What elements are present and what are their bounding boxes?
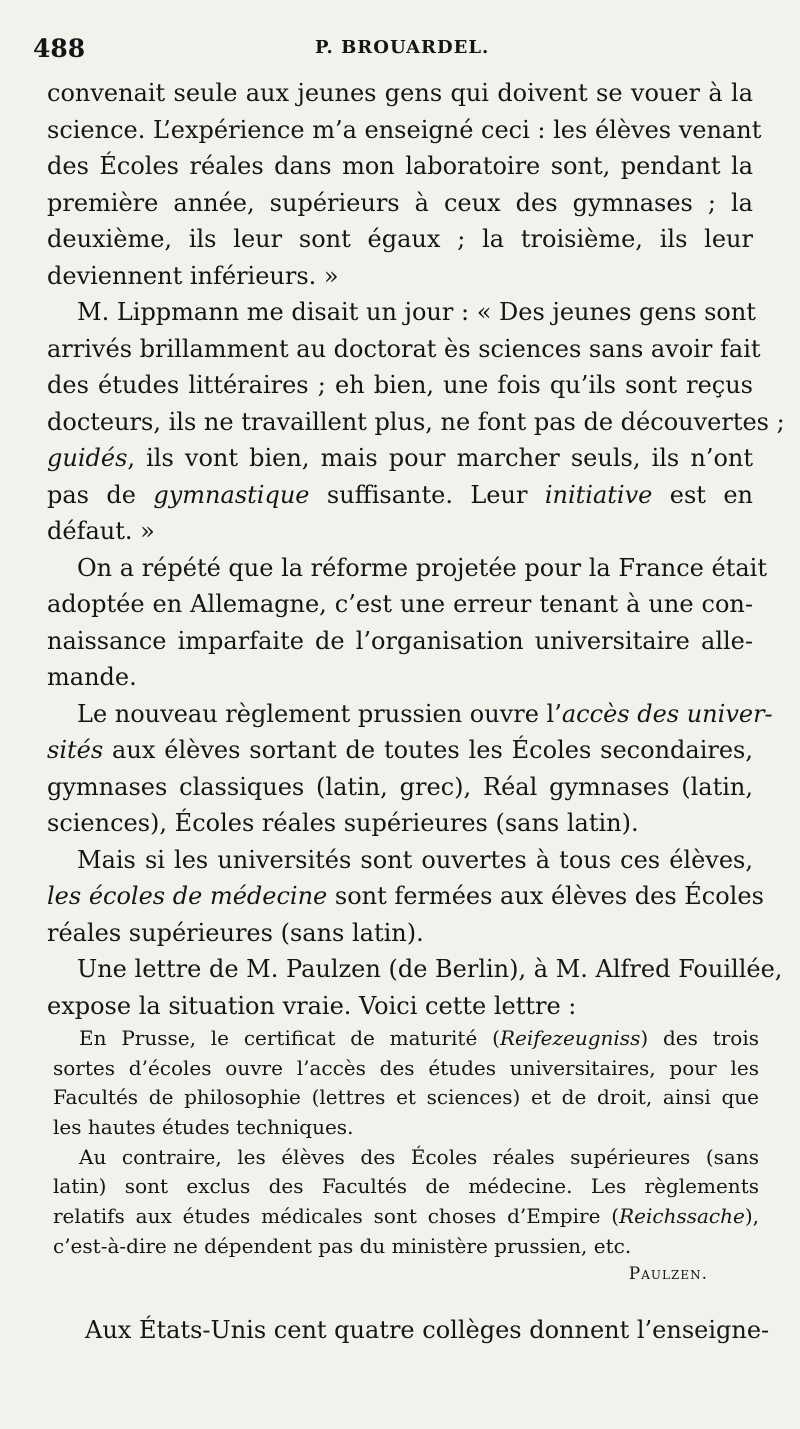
text-line: pas de gymnastique suffisante. Leur initiative est en xyxy=(47,480,754,509)
text-line: sités aux élèves sortant de toutes les Écoles secondaires, xyxy=(47,736,753,764)
text-line: des Écoles réales dans mon laboratoire sont, pendant la xyxy=(47,152,753,180)
text-line: science. L’expérience m’a enseigné ceci : les élèves venant xyxy=(47,115,762,144)
italic-text: Reifezeugniss xyxy=(499,1026,641,1050)
text-line: guidés, ils vont bien, mais pour marcher seuls, ils n’ont xyxy=(47,444,753,472)
quote-line: relatifs aux études médicales sont choses d’Empire (Reichssache), xyxy=(53,1204,759,1229)
paragraph-start: On a répété que la réforme projetée pour la France était xyxy=(77,553,767,582)
text-line: adoptée en Allemagne, c’est une erreur tenant à une con- xyxy=(47,590,753,618)
italic-text: Reichssache xyxy=(619,1204,745,1229)
text-line: naissance imparfaite de l’organisation universitaire alle- xyxy=(47,626,753,655)
text-line: mande. xyxy=(47,663,137,691)
text-line: gymnases classiques (latin, grec), Réal gymnases (latin, xyxy=(47,772,753,801)
text-line: sciences), Écoles réales supérieures (sans latin). xyxy=(47,809,639,837)
paragraph-start: Le nouveau règlement prussien ouvre l’accès des univer- xyxy=(77,699,773,728)
italic-text: sités xyxy=(47,736,104,764)
text-line: première année, supérieurs à ceux des gymnases ; la xyxy=(47,188,753,217)
text-line: deuxième, ils leur sont égaux ; la troisième, ils leur xyxy=(47,225,753,253)
quote-line: En Prusse, le certificat de maturité (Reifezeugniss) des trois xyxy=(79,1026,759,1050)
quote-line: latin) sont exclus des Facultés de médecine. Les règlements xyxy=(53,1174,759,1199)
text-line: les écoles de médecine sont fermées aux élèves des Écoles xyxy=(47,882,764,910)
italic-text: guidés xyxy=(47,444,128,472)
quote-line: Au contraire, les élèves des Écoles réales supérieures (sans xyxy=(79,1144,759,1169)
quote-line: sortes d’écoles ouvre l’accès des études universitaires, pour les xyxy=(53,1055,759,1080)
quote-line: c’est-à-dire ne dépendent pas du ministère prussien, etc. xyxy=(53,1233,632,1258)
body-text xyxy=(47,75,785,1024)
quote-line: Facultés de philosophie (lettres et sciences) et de droit, ainsi que xyxy=(53,1085,759,1110)
text-line: convenait seule aux jeunes gens qui doivent se vouer à la xyxy=(47,79,753,107)
quote-line: les hautes études techniques. xyxy=(53,1115,354,1140)
text-line: réales supérieures (sans latin). xyxy=(47,918,424,947)
text-line: des études littéraires ; eh bien, une fois qu’ils sont reçus xyxy=(47,371,753,399)
running-head: P. BROUARDEL. xyxy=(315,37,490,58)
text-line: docteurs, ils ne travaillent plus, ne font pas de découvertes ; xyxy=(47,407,785,436)
page-number: 488 xyxy=(33,34,86,63)
paragraph-start: Une lettre de M. Paulzen (de Berlin), à M. Alfred Fouillée, xyxy=(77,955,783,983)
text-line: Aux États-Unis cent quatre collèges donnent l’enseigne- xyxy=(85,1316,770,1344)
text-line: arrivés brillamment au doctorat ès sciences sans avoir fait xyxy=(47,334,761,363)
text-line: expose la situation vraie. Voici cette lettre : xyxy=(47,991,577,1020)
paragraph-start: Mais si les universités sont ouvertes à tous ces élèves, xyxy=(77,845,753,874)
text-line: deviennent inférieurs. » xyxy=(47,261,339,290)
page-header xyxy=(33,34,760,74)
italic-text: initiative xyxy=(544,480,653,509)
final-paragraph xyxy=(85,1312,770,1349)
letter-signature: Paulzen. xyxy=(628,1264,708,1284)
paragraph-start: M. Lippmann me disait un jour : « Des jeunes gens sont xyxy=(77,298,756,326)
text-line: défaut. » xyxy=(47,517,155,545)
quoted-letter xyxy=(53,1024,759,1262)
italic-text: les écoles de médecine xyxy=(47,882,328,910)
italic-text: accès des univer- xyxy=(561,699,773,728)
italic-text: gymnastique xyxy=(153,480,310,509)
